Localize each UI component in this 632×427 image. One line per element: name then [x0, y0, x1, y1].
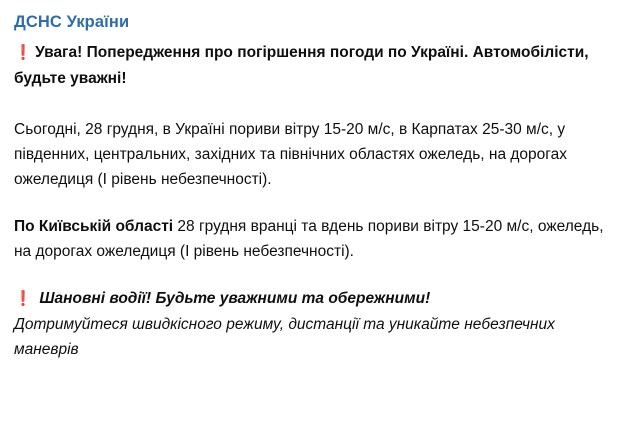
post-paragraph-kyiv — [14, 214, 618, 264]
post-paragraph-appeal — [14, 286, 618, 362]
warning-icon: ❗ — [14, 45, 33, 61]
post-headline-text: Увага! Попередження про погіршення погоди по Україні. Автомобілісти, будьте уважні! — [14, 44, 589, 87]
warning-icon-secondary: ❗ — [14, 291, 33, 307]
channel-title[interactable]: ДСНС України — [14, 13, 130, 31]
appeal-italic-text: Дотримуйтеся швидкісного режиму, дистанції та уникайте небезпечних маневрів — [14, 316, 555, 358]
post-paragraph-today: Сьогодні, 28 грудня, в Україні пориви вітру 15-20 м/с, в Карпатах 25-30 м/с, у південних, центральних, західних та північних областях ожеледь, на дорогах ожеледиця (І рівень небезпечності). — [14, 121, 567, 188]
post-headline — [14, 40, 618, 91]
kyiv-region-label: По Київській області — [14, 218, 174, 235]
kyiv-region-text: 28 грудня вранці та вдень пориви вітру 15-20 м/с, ожеледь, на дорогах ожеледиця (І рівень небезпечності). — [14, 218, 604, 260]
appeal-bold-text: Шановні водії! Будьте уважними та обережними! — [39, 290, 431, 307]
